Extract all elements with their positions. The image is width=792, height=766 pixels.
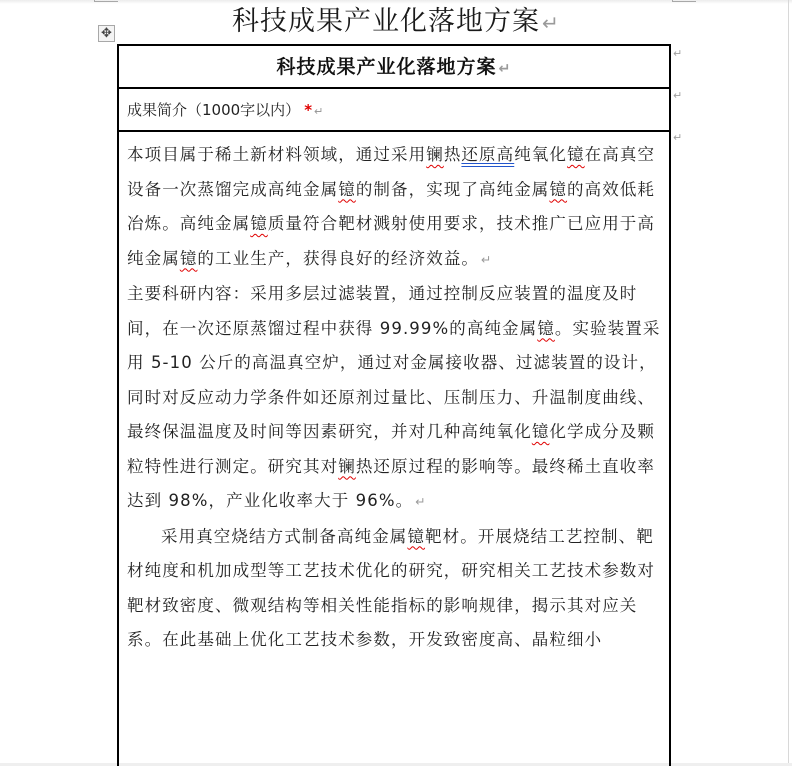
spelling-flag[interactable]: 镱	[567, 145, 585, 164]
text-run: 热还原过程的影响等。最终稀土直收率达到 98%，产业化收率大于 96%。	[127, 456, 656, 510]
crop-mark-right	[672, 0, 696, 2]
text-run: 。实验装置采用 5-10 公斤的高温真空炉，通过对金属接收器、过滤装置的设计，同时对反应动力学条件如还原剂过量比、压制压力、升温制度曲线、最终保温温度及时间等因素研究，并对几种高纯氧化	[127, 318, 661, 441]
paragraph-mark-icon: ↵	[498, 61, 512, 77]
field-label-row[interactable]	[119, 89, 669, 132]
row-end-mark-icon: ↵	[673, 47, 683, 60]
summary-paragraph-3	[127, 520, 663, 658]
page-right-edge	[788, 0, 789, 766]
spelling-flag[interactable]: 镱	[531, 422, 550, 441]
text-run: 的工业生产，获得良好的经济效益。	[197, 248, 480, 268]
text-run: 在高真空设备一次蒸馏完成高纯金属	[127, 145, 656, 199]
field-label: 成果简介（1000字以内）	[127, 101, 301, 119]
paragraph-mark-icon: ↵	[542, 11, 560, 35]
spelling-flag[interactable]: 镱	[549, 179, 568, 199]
summary-paragraph-1	[127, 138, 663, 277]
grammar-flag[interactable]: 还原高	[461, 145, 515, 164]
text-run: 的制备，实现了高纯金属	[355, 179, 550, 199]
summary-paragraph-2	[127, 277, 663, 520]
table-heading: 科技成果产业化落地方案	[276, 56, 497, 78]
document-title[interactable]	[0, 4, 792, 41]
paragraph-mark-icon: ↵	[481, 252, 493, 267]
paragraph-mark-icon: ↵	[314, 105, 324, 118]
spelling-flag[interactable]: 镱	[179, 248, 198, 268]
row-end-mark-icon: ↵	[673, 89, 683, 102]
table-heading-row[interactable]	[119, 46, 669, 89]
spelling-flag[interactable]: 镱	[407, 526, 426, 546]
summary-text-cell[interactable]	[119, 132, 669, 658]
content-table	[117, 44, 671, 766]
crop-mark-left	[94, 0, 118, 2]
text-run: 采用真空烧结方式制备高纯金属	[161, 526, 408, 546]
text-run: 质量符合靶材溅射使用要求，技术推广已应用于高纯金属	[127, 214, 656, 268]
row-end-mark-icon: ↵	[673, 131, 683, 144]
text-run: 纯氧化	[514, 145, 568, 164]
spelling-flag[interactable]: 镧	[338, 456, 356, 476]
text-run: 的高效低耗冶炼。高纯金属	[127, 179, 656, 233]
required-marker: *	[304, 101, 313, 119]
spelling-flag[interactable]: 镱	[250, 214, 268, 233]
text-run: 化学成分及颗粒特性进行测定。研究其对	[127, 422, 656, 476]
text-run: 主要科研内容：采用多层过滤装置，通过控制反应装置的温度及时间，在一次还原蒸馏过程中获得 99.99%的高纯金属	[127, 284, 638, 338]
spelling-flag[interactable]: 镱	[338, 179, 356, 199]
table-move-handle-icon[interactable]: ✥	[98, 25, 115, 42]
spelling-flag[interactable]: 镱	[537, 318, 555, 338]
paragraph-mark-icon: ↵	[415, 495, 427, 509]
text-run: 本项目属于稀土新材料领域，通过采用	[127, 145, 427, 164]
text-run: 热	[443, 145, 462, 164]
spelling-flag[interactable]: 镧	[426, 145, 444, 164]
document-title-text: 科技成果产业化落地方案	[232, 6, 541, 37]
text-run: 靶材。开展烧结工艺控制、靶材纯度和机加成型等工艺技术优化的研究，研究相关工艺技术参数对靶材致密度、微观结构等相关性能指标的影响规律，揭示其对应关系。在此基础上优化工艺技术参数，开发致密度高、晶粒细小	[127, 526, 655, 649]
